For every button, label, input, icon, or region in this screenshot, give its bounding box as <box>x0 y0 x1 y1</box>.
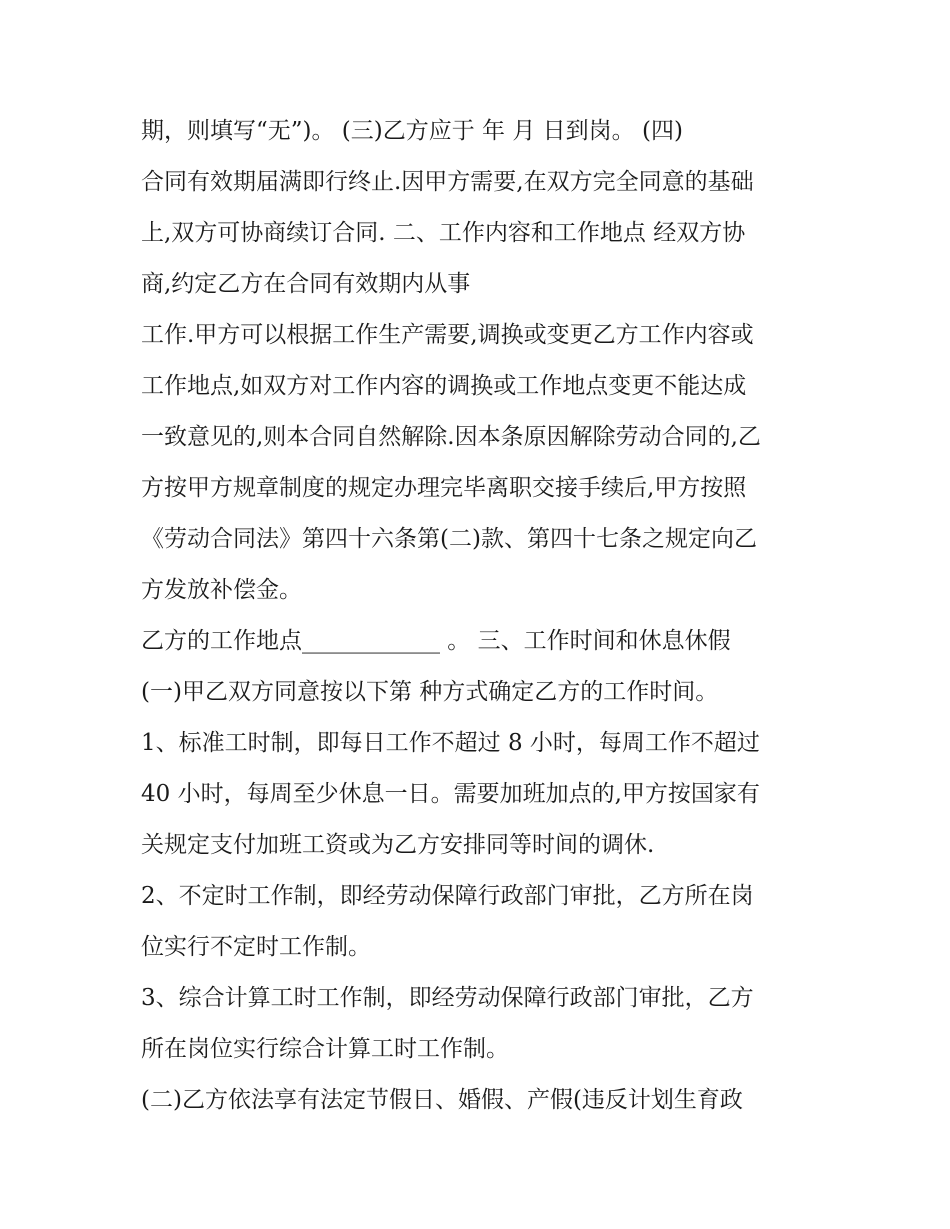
text-line: 2、不定时工作制，即经劳动保障行政部门审批，乙方所在岗 <box>141 883 754 909</box>
contract-text <box>141 106 821 1126</box>
text-line: (一)甲乙双方同意按以下第 种方式确定乙方的工作时间。 <box>141 679 719 705</box>
text-line: 所在岗位实行综合计算工时工作制。 <box>141 1036 509 1062</box>
text-line: 合同有效期届满即行终止.因甲方需要,在双方完全同意的基础 <box>141 169 754 195</box>
text-line: 关规定支付加班工资或为乙方安排同等时间的调休. <box>141 832 655 858</box>
text-line: 期，则填写“无”)。 (三)乙方应于 年 月 日到岗。 (四) <box>141 118 683 144</box>
text-line: 《劳动合同法》第四十六条第(二)款、第四十七条之规定向乙 <box>141 526 757 552</box>
text-line: 商,约定乙方在合同有效期内从事 <box>141 271 471 297</box>
text-line: 工作地点,如双方对工作内容的调换或工作地点变更不能达成 <box>141 373 747 399</box>
text-line: 乙方的工作地点____________ 。 三、工作时间和休息休假 <box>141 628 731 654</box>
text-line: 方按甲方规章制度的规定办理完毕离职交接手续后,甲方按照 <box>141 475 747 501</box>
text-line: (二)乙方依法享有法定节假日、婚假、产假(违反计划生育政 <box>141 1087 743 1113</box>
text-line: 3、综合计算工时工作制，即经劳动保障行政部门审批，乙方 <box>141 985 754 1011</box>
text-line: 40 小时，每周至少休息一日。需要加班加点的,甲方按国家有 <box>141 781 760 807</box>
text-line: 上,双方可协商续订合同. 二、工作内容和工作地点 经双方协 <box>141 220 746 246</box>
text-line: 工作.甲方可以根据工作生产需要,调换或变更乙方工作内容或 <box>141 322 754 348</box>
text-line: 一致意见的,则本合同自然解除.因本条原因解除劳动合同的,乙 <box>141 424 761 450</box>
text-line: 1、标准工时制，即每日工作不超过 8 小时，每周工作不超过 <box>141 730 760 756</box>
text-line: 位实行不定时工作制。 <box>141 934 371 960</box>
text-line: 方发放补偿金。 <box>141 577 302 603</box>
